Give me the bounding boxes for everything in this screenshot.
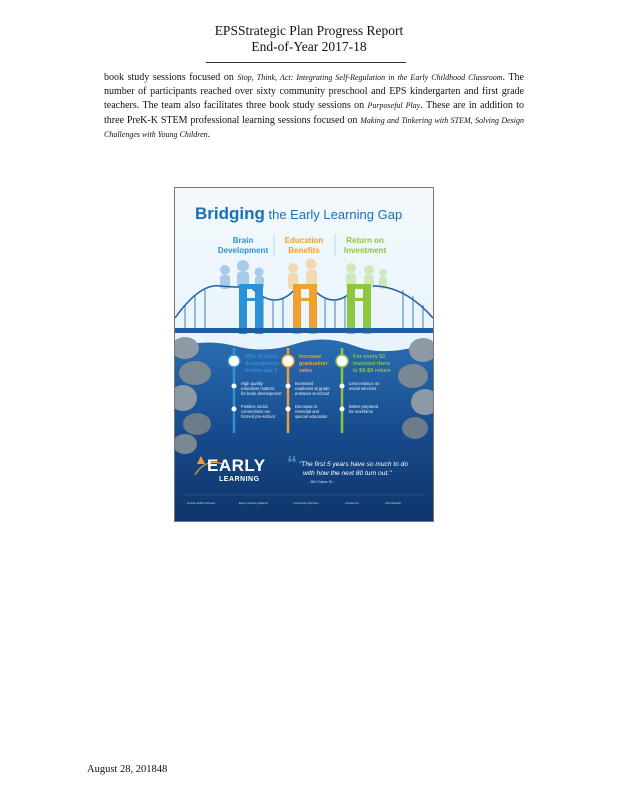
education-bullet-1-line2: readiness at grade: [295, 386, 330, 391]
body-text-segment: . The number of participants reached over sixty community preschool and EPS kindergarten and first grade teachers. The team also facilitates three book study sessions on: [104, 72, 524, 112]
roi-stat-line3: is $4-$9 return: [353, 368, 391, 374]
infographic-footer-item: Lincoln Public Schools: [187, 501, 215, 505]
page-number: 48: [156, 764, 168, 775]
money-icon: [336, 355, 348, 367]
book-title-stop-think-act: Stop, Think, Act: Integrating Self-Regulation in the Early Childhood Classroom: [237, 73, 503, 82]
brain-stat-line3: before age 5: [245, 368, 278, 374]
brain-bullet-2-line3: formed pre-school: [241, 414, 275, 419]
column-heading-education-2: Benefits: [288, 246, 320, 255]
graduation-cap-icon: [282, 355, 294, 367]
education-stat-line2: graduation: [299, 361, 328, 367]
infographic-footer-item: Contact Us: [345, 501, 359, 505]
education-bullet-2-line1: Decrease in: [295, 404, 318, 409]
body-text-segment: .: [207, 128, 211, 140]
stem-session-titles: Making and Tinkering with STEM, Solving Design Challenges with Young Children: [104, 115, 525, 139]
body-paragraph: [104, 71, 524, 142]
brain-stat-line2: development: [245, 361, 279, 367]
infographic-footer-item: Early Learning Network: [239, 501, 269, 505]
early-learning-infographic: [174, 187, 434, 522]
body-text-segment: book study sessions focused on: [104, 72, 238, 83]
report-subtitle: End-of-Year 2017-18: [251, 39, 367, 54]
logo-word-learning: LEARNING: [219, 476, 260, 483]
education-bullet-2-line2: remedial and: [295, 409, 320, 414]
education-bullet-2-line3: special education: [295, 414, 328, 419]
logo-word-early: EARLY: [207, 456, 266, 475]
quote-line-1: "The first 5 years have so much to do: [299, 461, 408, 468]
column-heading-brain-2: Development: [217, 246, 269, 255]
column-heading-brain: Brain: [232, 236, 254, 245]
footer-date: August 28, 2018: [87, 764, 157, 775]
brain-bullet-1-line1: High quality: [241, 381, 263, 386]
roi-bullet-1-line2: social services: [349, 386, 377, 391]
infographic-footer-item: Visit Website: [385, 501, 402, 505]
infographic-title: Bridging the Early Learning Gap: [195, 204, 403, 223]
report-title: EPSStrategic Plan Progress Report: [214, 23, 404, 38]
book-title-purposeful-play: Purposeful Play: [367, 101, 421, 111]
education-stat-line3: rates: [299, 368, 313, 374]
roi-bullet-1-line1: Less reliance on: [349, 381, 380, 386]
roi-stat-line2: invested there: [353, 361, 391, 367]
education-stat-line1: Increase: [299, 354, 322, 360]
education-bullet-1-line1: Increased: [295, 381, 314, 386]
page-footer: [87, 764, 167, 775]
brain-bullet-1-line2: education matters: [241, 386, 275, 391]
brain-bullet-2-line1: Positive social: [241, 404, 268, 409]
quote-line-2: with how the next 80 turn out.": [303, 470, 392, 477]
roi-stat-line1: For every $1: [353, 354, 386, 360]
column-heading-education: Education: [284, 236, 324, 245]
brain-bullet-1-line3: for brain development: [241, 391, 282, 396]
quote-mark-icon: “: [287, 453, 297, 475]
education-bullet-1-line3: entrance to school: [295, 391, 330, 396]
header-divider: [206, 62, 406, 63]
roi-bullet-2-line2: for workforce: [349, 409, 374, 414]
brain-stat-line1: 90% of brain: [245, 354, 278, 360]
brain-icon: [228, 355, 240, 367]
infographic-footer-item: Community Partners: [293, 501, 319, 505]
column-heading-roi: Return on: [346, 236, 384, 245]
quote-author: - Bill Gates Sr.: [308, 479, 334, 484]
body-text-segment: . These are in addition to three PreK-K STEM professional learning sessions focused on: [104, 100, 525, 126]
brain-bullet-2-line2: connections are: [241, 409, 271, 414]
column-heading-roi-2: Investment: [343, 246, 387, 255]
roi-bullet-2-line1: Better prepared: [349, 404, 379, 409]
